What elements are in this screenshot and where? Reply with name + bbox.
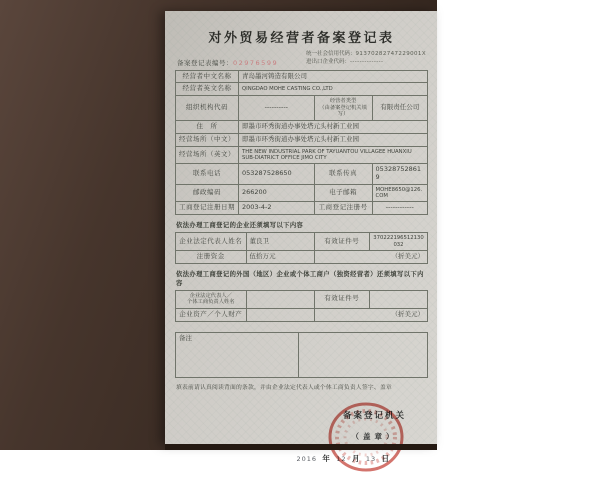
- fax-value: 053287528619: [372, 164, 427, 185]
- reg-no-label: 工商登记注册号: [314, 202, 372, 215]
- address-label: 住 所: [176, 120, 239, 133]
- operator-type-value: 有限责任公司: [372, 96, 427, 121]
- domestic-company-table: [175, 232, 428, 263]
- date-year-unit: 年: [322, 453, 331, 463]
- foreign-rep-label-line1: 企业法定代表人／: [189, 292, 232, 299]
- operator-type-label: [314, 96, 372, 121]
- id-number-label: 有效证件号: [314, 233, 369, 251]
- fax-label: 联系传真: [314, 164, 372, 185]
- org-code-value: ----------: [239, 96, 315, 121]
- reg-date-value: 2003-4-2: [239, 202, 315, 215]
- table-row: [176, 70, 428, 83]
- legal-rep-label: 企业法定代表人姓名: [176, 233, 247, 251]
- serial-value: 02976599: [233, 58, 279, 67]
- capital-label: 注册资金: [176, 250, 247, 263]
- email-value: MOHE8650@126.COM: [372, 184, 427, 202]
- stamp-note: （盖章）: [351, 431, 398, 441]
- remarks-value-cell: [299, 332, 428, 377]
- email-label: 电子邮箱: [314, 184, 372, 202]
- table-row: [176, 184, 428, 202]
- cn-name-value: 青岛墨河铸造有限公司: [239, 70, 428, 83]
- foreign-company-table: [175, 290, 428, 322]
- form-title: 对外贸易经营者备案登记表: [208, 31, 395, 46]
- address-value: 即墨市环秀街道办事处塔元头村新工业园: [239, 120, 428, 133]
- id-number-value: 370222196512130032: [370, 233, 428, 251]
- place-en-label: 经营场所（英文）: [176, 146, 239, 164]
- reg-no-value: ------------: [372, 202, 427, 215]
- operator-type-label-line1: 经营者类型: [329, 98, 357, 105]
- org-code-label: 组织机构代码: [176, 96, 239, 121]
- place-cn-value: 即墨市环秀街道办事处塔元头村新工业园: [239, 133, 428, 146]
- date-month-unit: 月: [351, 453, 361, 463]
- date-year: 2016: [296, 454, 317, 463]
- serial-number: [177, 58, 278, 67]
- table-row: [176, 290, 428, 308]
- table-row: [176, 133, 428, 146]
- legal-rep-value: 董良卫: [246, 233, 314, 251]
- main-info-table: [175, 70, 428, 216]
- backdrop-bottom-strip: [165, 444, 437, 450]
- table-row: [176, 250, 428, 263]
- capital-value: 伍拾万元: [246, 250, 314, 263]
- place-cn-label: 经营场所（中文）: [176, 133, 239, 146]
- instruction-note: 填表前请认真阅读背面的条款，并由企业法定代表人或个体工商负责人签字、盖章: [176, 384, 392, 391]
- codes-row: [177, 50, 426, 67]
- credit-code-line: [306, 50, 426, 58]
- capital-usd-note: （折美元）: [314, 250, 427, 263]
- date-month: 12: [336, 454, 347, 463]
- date-day-unit: 日: [381, 453, 390, 463]
- phone-label: 联系电话: [176, 164, 239, 185]
- table-row: [176, 332, 428, 377]
- phone-value: 053287528650: [239, 164, 315, 185]
- asset-usd-note: （折美元）: [314, 308, 427, 321]
- asset-label: 企业资产／个人财产: [176, 308, 247, 321]
- authority-text: [343, 409, 406, 442]
- remarks-label-cell: 备注: [176, 332, 299, 377]
- operator-type-label-line2: （由备案登记机关填写）: [319, 104, 367, 118]
- postcode-label: 邮政编码: [176, 184, 239, 202]
- postcode-value: 266200: [239, 184, 315, 202]
- red-seal-stamp-icon: [324, 395, 408, 479]
- date-day: 13: [365, 454, 377, 463]
- table-row: [176, 164, 428, 185]
- foreign-id-value: [370, 290, 428, 308]
- foreign-rep-label-line2: 个体工商负责人姓名: [186, 299, 235, 306]
- code-block: [306, 50, 426, 67]
- table-row: [176, 308, 428, 321]
- section3-header: 依法办理工商登记的外国（地区）企业或个体工商户（独资经营者）还须填写以下内容: [176, 270, 424, 287]
- foreign-rep-label: [176, 290, 247, 308]
- ie-code-value: --------------: [350, 59, 384, 66]
- reg-date-label: 工商登记注册日期: [176, 202, 239, 215]
- ie-code-label: 进出口企业代码：: [306, 59, 351, 66]
- place-en-value: THE NEW INDUSTRIAL PARK OF TAYUANTOU VILLAGEE HUANXIU SUB-DIATRICT OFFICE JIMO CITY: [239, 146, 428, 164]
- table-row: [176, 233, 428, 251]
- registration-form-paper: [165, 11, 437, 463]
- remarks-table: [175, 332, 428, 378]
- table-row: [176, 96, 428, 121]
- section2-header: 依法办理工商登记的企业还须填写以下内容: [176, 222, 304, 230]
- credit-code-value: 91370282747229001X: [355, 51, 426, 57]
- asset-value: [246, 308, 314, 321]
- table-row: [176, 83, 428, 96]
- en-name-label: 经营者英文名称: [176, 83, 239, 96]
- authority-label: 备案登记机关: [342, 410, 406, 421]
- foreign-id-label: 有效证件号: [314, 290, 369, 308]
- table-row: [176, 146, 428, 164]
- cn-name-label: 经营者中文名称: [176, 70, 239, 83]
- table-row: [176, 202, 428, 215]
- serial-label: 备案登记表编号：: [177, 58, 233, 67]
- foreign-rep-value: [246, 290, 314, 308]
- credit-code-label: 统一社会信用代码：: [306, 51, 356, 57]
- ie-code-line: [306, 58, 426, 66]
- table-row: [176, 120, 428, 133]
- en-name-value: QINGDAO MOHE CASTING CO.,LTD: [239, 83, 428, 96]
